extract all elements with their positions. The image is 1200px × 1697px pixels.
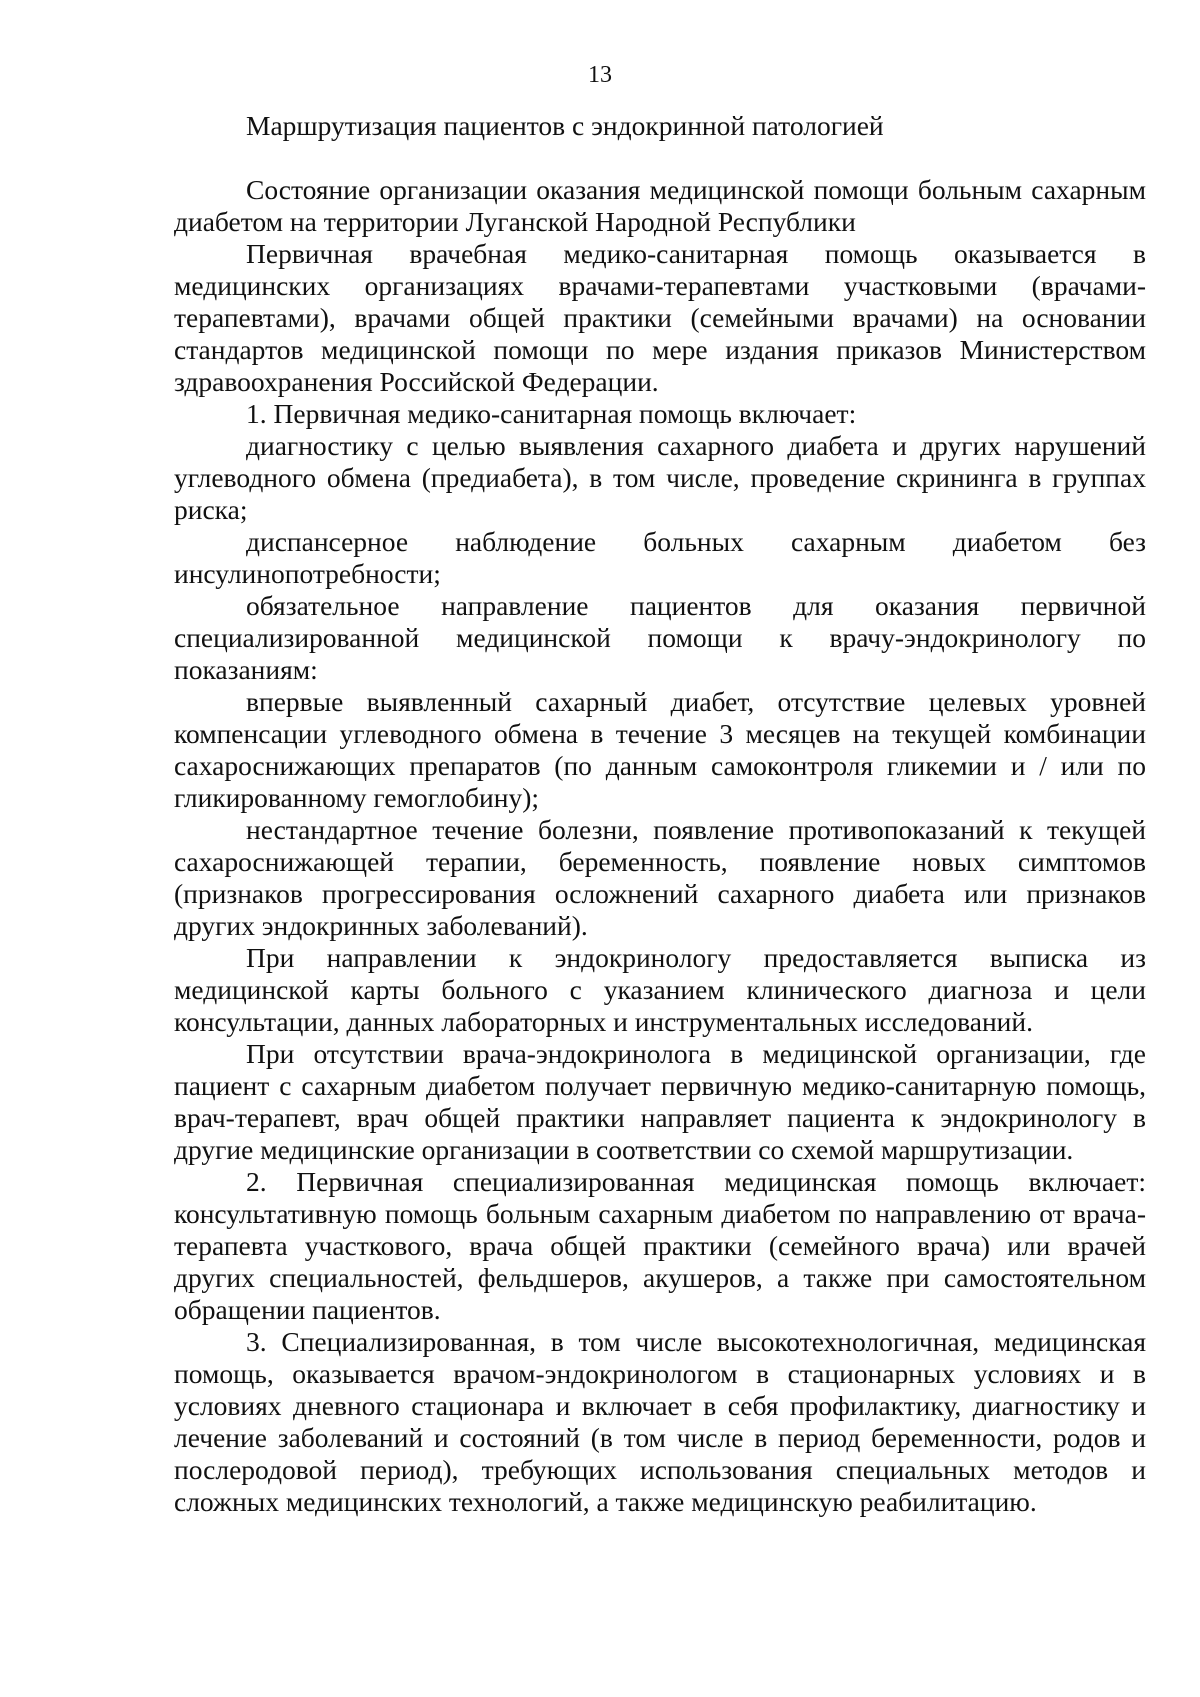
paragraph-item-2: 2. Первичная специализированная медицинская помощь включает: консультативную помощь больным сахарным диабетом по направлению от врача-терапевта участкового, врача общей практики (семейного врача) или врачей других специальностей, фельдшеров, акушеров, а также при самостоятельном обращении пациентов. [174,1166,1146,1325]
document-body [174,110,1146,1518]
paragraph-care-status: Состояние организации оказания медицинской помощи больным сахарным диабетом на территории Луганской Народной Республики [174,174,1146,237]
paragraph-indications-1: впервые выявленный сахарный диабет, отсутствие целевых уровней компенсации углеводного обмена в течение 3 месяцев на текущей комбинации сахароснижающих препаратов (по данным самоконтроля гликемии и / или по гликированному гемоглобину); [174,686,1146,813]
paragraph-no-endocrinologist: При отсутствии врача-эндокринолога в медицинской организации, где пациент с сахарным диабетом получает первичную медико-санитарную помощь, врач-терапевт, врач общей практики направляет пациента к эндокринологу в другие медицинские организации в соответствии со схемой маршрутизации. [174,1038,1146,1165]
paragraph-item-1: 1. Первичная медико-санитарная помощь включает: [246,398,857,429]
paragraph-indications-2: нестандартное течение болезни, появление противопоказаний к текущей сахароснижающей терапии, беременность, появление новых симптомов (признаков прогрессирования осложнений сахарного диабета или признаков других эндокринных заболеваний). [174,814,1146,941]
paragraph-dispensary: диспансерное наблюдение больных сахарным диабетом без инсулинопотребности; [174,526,1146,589]
section-heading: Маршрутизация пациентов с эндокринной патологией [246,110,884,141]
paragraph-diagnostics: диагностику с целью выявления сахарного диабета и других нарушений углеводного обмена (предиабета), в том числе, проведение скрининга в группах риска; [174,430,1146,525]
paragraph-referral-extract: При направлении к эндокринологу предоставляется выписка из медицинской карты больного с указанием клинического диагноза и цели консультации, данных лабораторных и инструментальных исследований. [174,942,1146,1037]
paragraph-item-3: 3. Специализированная, в том числе высокотехнологичная, медицинская помощь, оказывается врачом-эндокринологом в стационарных условиях и в условиях дневного стационара и включает в себя профилактику, диагностику и лечение заболеваний и состояний (в том числе в период беременности, родов и послеродовой период), требующих использования специальных методов и сложных медицинских технологий, а также медицинскую реабилитацию. [174,1326,1146,1517]
paragraph-referral: обязательное направление пациентов для оказания первичной специализированной медицинской помощи к врачу-эндокринологу по показаниям: [174,590,1146,685]
page-number: 13 [588,62,612,88]
paragraph-primary-care: Первичная врачебная медико-санитарная помощь оказывается в медицинских организациях врачами-терапевтами участковыми (врачами-терапевтами), врачами общей практики (семейными врачами) на основании стандартов медицинской помощи по мере издания приказов Министерством здравоохранения Российской Федерации. [174,238,1146,397]
